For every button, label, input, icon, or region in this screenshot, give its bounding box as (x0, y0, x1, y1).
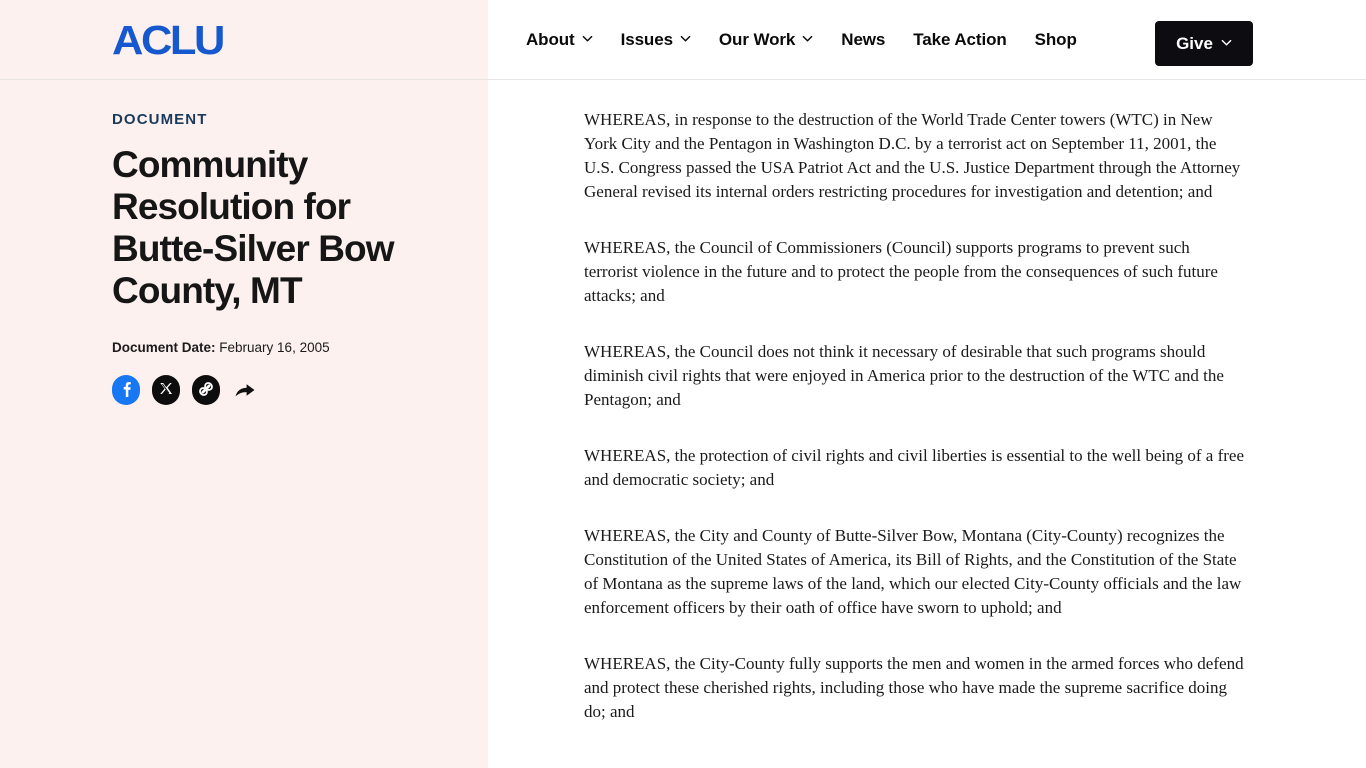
nav-item-issues-label: Issues (620, 29, 673, 49)
x-share-button[interactable] (152, 377, 180, 405)
facebook-icon (112, 375, 140, 408)
page-title: Community Resolution for Butte-Silver Bow County, MT (112, 144, 394, 311)
chevron-down-icon (802, 33, 813, 44)
nav-item-our-work[interactable] (705, 22, 827, 58)
document-content (584, 108, 1246, 756)
link-icon (192, 375, 220, 408)
document-date-label: Document Date: (112, 340, 216, 355)
document-sidebar (112, 110, 442, 405)
give-button-label: Give (1176, 33, 1213, 53)
main-navigation (512, 0, 1091, 79)
share-row (112, 377, 442, 405)
nav-item-about[interactable] (512, 22, 607, 58)
share-button[interactable] (232, 377, 258, 405)
aclu-logo[interactable]: ACLU (112, 17, 223, 63)
document-paragraph: WHEREAS, the City-County fully supports the men and women in the armed forces who defend and protect these cherished rights, including those who have made the supreme sacrifice doing do; and (584, 654, 1244, 721)
x-twitter-icon (152, 375, 180, 408)
document-date-value: February 16, 2005 (219, 340, 330, 355)
give-button[interactable] (1155, 21, 1253, 66)
nav-item-take-action-label: Take Action (913, 29, 1007, 49)
nav-item-shop-label: Shop (1034, 29, 1077, 49)
nav-item-about-label: About (526, 29, 575, 49)
document-paragraph: WHEREAS, the Council does not think it necessary of desirable that such programs should diminish civil rights that were enjoyed in America prior to the destruction of the WTC and the Pentagon; and (584, 342, 1224, 409)
document-paragraph: WHEREAS, the protection of civil rights and civil liberties is essential to the well being of a free and democratic society; and (584, 446, 1244, 489)
site-header (0, 0, 1366, 80)
nav-item-news-label: News (841, 29, 886, 49)
nav-item-our-work-label: Our Work (718, 29, 796, 49)
chevron-down-icon (582, 33, 593, 44)
chevron-down-icon (680, 33, 691, 44)
document-paragraph: WHEREAS, in response to the destruction of the World Trade Center towers (WTC) in New York City and the Pentagon in Washington D.C. by a terrorist act on September 11, 2001, the U.S. Congress passed the USA Patriot Act and the U.S. Justice Department through the Attorney General revised its internal orders restricting procedures for investigation and detention; and (584, 110, 1241, 201)
document-paragraph: WHEREAS, the Council of Commissioners (Council) supports programs to prevent such terrorist violence in the future and to protect the people from the consequences of such future attacks; and (584, 238, 1218, 305)
nav-item-issues[interactable] (607, 22, 705, 58)
copy-link-button[interactable] (192, 377, 220, 405)
nav-item-shop[interactable] (1021, 22, 1091, 58)
nav-item-news[interactable] (827, 22, 899, 58)
document-date (112, 339, 442, 357)
nav-item-take-action[interactable] (899, 22, 1020, 58)
chevron-down-icon (1221, 37, 1232, 48)
share-arrow-icon (234, 379, 256, 404)
document-paragraph: WHEREAS, the City and County of Butte-Silver Bow, Montana (City-County) recognizes the Constitution of the United States of America, its Bill of Rights, and the Constitution of the State of Montana as the supreme laws of the land, which our elected City-County officials and the law enforcement officers by their oath of office have sworn to uphold; and (584, 526, 1242, 617)
facebook-share-button[interactable] (112, 377, 140, 405)
content-type-label: DOCUMENT (112, 111, 208, 128)
